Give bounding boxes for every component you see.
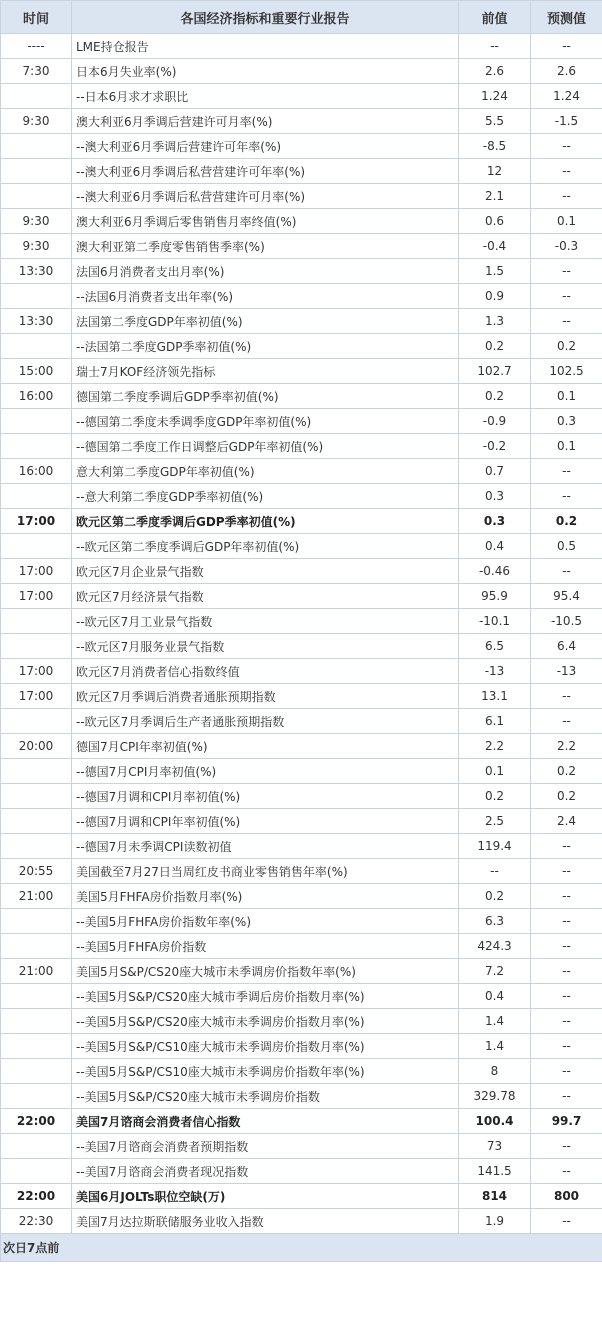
cell-time: [1, 84, 72, 109]
cell-previous: 102.7: [459, 359, 531, 384]
cell-time: [1, 1009, 72, 1034]
table-row: [1, 559, 602, 584]
cell-time: 21:00: [1, 959, 72, 984]
cell-forecast: --: [531, 834, 602, 859]
table-row: [1, 884, 602, 909]
cell-previous: 5.5: [459, 109, 531, 134]
table-row: [1, 1084, 602, 1109]
cell-forecast: --: [531, 559, 602, 584]
cell-indicator: --美国5月S&P/CS20座大城市未季调房价指数: [72, 1084, 459, 1109]
cell-time: [1, 184, 72, 209]
cell-forecast: 2.4: [531, 809, 602, 834]
cell-indicator: --欧元区7月季调后生产者通胀预期指数: [72, 709, 459, 734]
cell-forecast: --: [531, 34, 602, 59]
cell-time: 17:00: [1, 684, 72, 709]
table-row: [1, 759, 602, 784]
table-row: [1, 809, 602, 834]
table-row: [1, 734, 602, 759]
cell-time: [1, 1159, 72, 1184]
section-footer-row: [1, 1234, 602, 1262]
cell-time: 15:00: [1, 359, 72, 384]
table-row: [1, 1059, 602, 1084]
table-row: [1, 334, 602, 359]
cell-indicator: 欧元区7月季调后消费者通胀预期指数: [72, 684, 459, 709]
table-row: [1, 684, 602, 709]
cell-forecast: 0.1: [531, 434, 602, 459]
cell-time: 9:30: [1, 234, 72, 259]
cell-previous: 1.5: [459, 259, 531, 284]
cell-forecast: --: [531, 709, 602, 734]
table-row: [1, 234, 602, 259]
cell-indicator: --欧元区7月服务业景气指数: [72, 634, 459, 659]
table-row: [1, 434, 602, 459]
cell-time: 17:00: [1, 584, 72, 609]
cell-time: 13:30: [1, 309, 72, 334]
cell-time: [1, 159, 72, 184]
cell-time: [1, 609, 72, 634]
table-row: [1, 909, 602, 934]
cell-forecast: 2.2: [531, 734, 602, 759]
cell-indicator: --澳大利亚6月季调后私营营建许可年率(%): [72, 159, 459, 184]
cell-previous: 1.4: [459, 1009, 531, 1034]
table-row: [1, 159, 602, 184]
cell-previous: 0.1: [459, 759, 531, 784]
header-time: 时间: [1, 1, 72, 34]
cell-forecast: --: [531, 259, 602, 284]
cell-previous: 2.2: [459, 734, 531, 759]
cell-previous: 73: [459, 1134, 531, 1159]
cell-time: 16:00: [1, 384, 72, 409]
cell-time: 9:30: [1, 209, 72, 234]
cell-previous: 0.3: [459, 484, 531, 509]
cell-indicator: 瑞士7月KOF经济领先指标: [72, 359, 459, 384]
table-row: [1, 359, 602, 384]
cell-previous: 95.9: [459, 584, 531, 609]
cell-previous: -0.4: [459, 234, 531, 259]
cell-previous: 0.2: [459, 784, 531, 809]
cell-indicator: --美国7月谘商会消费者预期指数: [72, 1134, 459, 1159]
cell-previous: 2.6: [459, 59, 531, 84]
cell-previous: -0.46: [459, 559, 531, 584]
header-indicator: 各国经济指标和重要行业报告: [72, 1, 459, 34]
cell-forecast: 0.2: [531, 784, 602, 809]
cell-indicator: --德国第二季度未季调季度GDP年率初值(%): [72, 409, 459, 434]
cell-previous: 1.4: [459, 1034, 531, 1059]
cell-forecast: --: [531, 1209, 602, 1234]
cell-previous: 8: [459, 1059, 531, 1084]
cell-time: 7:30: [1, 59, 72, 84]
cell-time: 21:00: [1, 884, 72, 909]
table-row: [1, 1109, 602, 1134]
table-row: [1, 984, 602, 1009]
cell-indicator: --德国7月CPI月率初值(%): [72, 759, 459, 784]
cell-previous: 329.78: [459, 1084, 531, 1109]
cell-time: [1, 834, 72, 859]
cell-previous: 1.24: [459, 84, 531, 109]
table-row: [1, 609, 602, 634]
table-row: [1, 484, 602, 509]
table-row: [1, 709, 602, 734]
cell-forecast: --: [531, 934, 602, 959]
cell-time: 22:00: [1, 1109, 72, 1134]
cell-indicator: 美国6月JOLTs职位空缺(万): [72, 1184, 459, 1209]
table-row: [1, 134, 602, 159]
cell-previous: -10.1: [459, 609, 531, 634]
cell-forecast: --: [531, 1134, 602, 1159]
table-row: [1, 584, 602, 609]
cell-indicator: --美国5月S&P/CS20座大城市未季调房价指数月率(%): [72, 1009, 459, 1034]
cell-forecast: 0.2: [531, 509, 602, 534]
cell-indicator: 美国5月FHFA房价指数月率(%): [72, 884, 459, 909]
cell-forecast: --: [531, 1084, 602, 1109]
cell-previous: 6.1: [459, 709, 531, 734]
cell-indicator: 澳大利亚6月季调后营建许可月率(%): [72, 109, 459, 134]
cell-indicator: --法国6月消费者支出年率(%): [72, 284, 459, 309]
cell-forecast: --: [531, 1034, 602, 1059]
cell-indicator: --欧元区7月工业景气指数: [72, 609, 459, 634]
table-row: [1, 509, 602, 534]
cell-previous: 0.9: [459, 284, 531, 309]
cell-forecast: --: [531, 909, 602, 934]
table-row: [1, 284, 602, 309]
cell-indicator: --美国5月S&P/CS20座大城市季调后房价指数月率(%): [72, 984, 459, 1009]
cell-previous: 0.7: [459, 459, 531, 484]
cell-previous: 7.2: [459, 959, 531, 984]
cell-forecast: 0.5: [531, 534, 602, 559]
cell-time: [1, 284, 72, 309]
cell-forecast: -0.3: [531, 234, 602, 259]
cell-forecast: -1.5: [531, 109, 602, 134]
cell-forecast: 0.1: [531, 384, 602, 409]
cell-forecast: --: [531, 284, 602, 309]
cell-time: [1, 409, 72, 434]
table-row: [1, 109, 602, 134]
table-row: [1, 309, 602, 334]
table-row: [1, 84, 602, 109]
table-row: [1, 184, 602, 209]
cell-forecast: --: [531, 684, 602, 709]
cell-time: [1, 534, 72, 559]
table-header-row: [1, 1, 602, 34]
table-row: [1, 959, 602, 984]
cell-forecast: 2.6: [531, 59, 602, 84]
cell-time: ----: [1, 34, 72, 59]
table-row: [1, 409, 602, 434]
table-row: [1, 659, 602, 684]
table-row: [1, 1134, 602, 1159]
table-row: [1, 1209, 602, 1234]
cell-indicator: 日本6月失业率(%): [72, 59, 459, 84]
cell-time: 9:30: [1, 109, 72, 134]
cell-indicator: 澳大利亚第二季度零售销售季率(%): [72, 234, 459, 259]
cell-previous: 0.6: [459, 209, 531, 234]
cell-time: 22:30: [1, 1209, 72, 1234]
cell-previous: 0.2: [459, 884, 531, 909]
cell-forecast: --: [531, 484, 602, 509]
cell-previous: 0.3: [459, 509, 531, 534]
cell-indicator: 欧元区第二季度季调后GDP季率初值(%): [72, 509, 459, 534]
cell-forecast: -10.5: [531, 609, 602, 634]
cell-forecast: 6.4: [531, 634, 602, 659]
cell-indicator: 意大利第二季度GDP年率初值(%): [72, 459, 459, 484]
cell-indicator: --澳大利亚6月季调后营建许可年率(%): [72, 134, 459, 159]
header-forecast: 预测值: [531, 1, 602, 34]
cell-forecast: --: [531, 884, 602, 909]
cell-time: 17:00: [1, 659, 72, 684]
cell-indicator: --欧元区第二季度季调后GDP年率初值(%): [72, 534, 459, 559]
cell-indicator: --澳大利亚6月季调后私营营建许可月率(%): [72, 184, 459, 209]
table-row: [1, 784, 602, 809]
cell-previous: 0.4: [459, 984, 531, 1009]
cell-previous: 2.5: [459, 809, 531, 834]
cell-previous: 13.1: [459, 684, 531, 709]
cell-previous: 424.3: [459, 934, 531, 959]
table-row: [1, 634, 602, 659]
table-row: [1, 834, 602, 859]
cell-previous: 100.4: [459, 1109, 531, 1134]
cell-indicator: --意大利第二季度GDP季率初值(%): [72, 484, 459, 509]
cell-time: [1, 634, 72, 659]
cell-previous: 119.4: [459, 834, 531, 859]
cell-previous: 1.9: [459, 1209, 531, 1234]
cell-time: 20:55: [1, 859, 72, 884]
cell-forecast: --: [531, 309, 602, 334]
cell-forecast: 1.24: [531, 84, 602, 109]
cell-forecast: -13: [531, 659, 602, 684]
table-row: [1, 209, 602, 234]
cell-indicator: --日本6月求才求职比: [72, 84, 459, 109]
cell-forecast: --: [531, 184, 602, 209]
table-row: [1, 1184, 602, 1209]
cell-time: 17:00: [1, 559, 72, 584]
cell-indicator: --美国5月S&P/CS10座大城市未季调房价指数年率(%): [72, 1059, 459, 1084]
cell-time: [1, 1084, 72, 1109]
cell-previous: 141.5: [459, 1159, 531, 1184]
cell-previous: -13: [459, 659, 531, 684]
table-row: [1, 859, 602, 884]
cell-forecast: 0.3: [531, 409, 602, 434]
cell-indicator: --德国7月调和CPI年率初值(%): [72, 809, 459, 834]
cell-forecast: 0.1: [531, 209, 602, 234]
cell-previous: 0.2: [459, 384, 531, 409]
cell-indicator: 德国第二季度季调后GDP季率初值(%): [72, 384, 459, 409]
cell-indicator: 法国第二季度GDP年率初值(%): [72, 309, 459, 334]
cell-indicator: 法国6月消费者支出月率(%): [72, 259, 459, 284]
table-row: [1, 259, 602, 284]
cell-time: [1, 984, 72, 1009]
cell-time: [1, 784, 72, 809]
cell-indicator: --美国5月FHFA房价指数: [72, 934, 459, 959]
header-previous: 前值: [459, 1, 531, 34]
table-row: [1, 934, 602, 959]
cell-indicator: 美国截至7月27日当周红皮书商业零售销售年率(%): [72, 859, 459, 884]
cell-time: [1, 909, 72, 934]
table-row: [1, 1009, 602, 1034]
cell-time: 20:00: [1, 734, 72, 759]
cell-indicator: --德国第二季度工作日调整后GDP年率初值(%): [72, 434, 459, 459]
cell-time: 22:00: [1, 1184, 72, 1209]
table-row: [1, 459, 602, 484]
cell-time: 13:30: [1, 259, 72, 284]
cell-indicator: --美国5月S&P/CS10座大城市未季调房价指数月率(%): [72, 1034, 459, 1059]
cell-forecast: --: [531, 1059, 602, 1084]
cell-time: [1, 1134, 72, 1159]
cell-indicator: --法国第二季度GDP季率初值(%): [72, 334, 459, 359]
cell-forecast: --: [531, 159, 602, 184]
cell-previous: 0.4: [459, 534, 531, 559]
cell-time: [1, 1034, 72, 1059]
cell-indicator: 欧元区7月企业景气指数: [72, 559, 459, 584]
cell-time: 17:00: [1, 509, 72, 534]
cell-indicator: 澳大利亚6月季调后零售销售月率终值(%): [72, 209, 459, 234]
cell-indicator: --德国7月未季调CPI读数初值: [72, 834, 459, 859]
cell-forecast: --: [531, 959, 602, 984]
cell-time: [1, 759, 72, 784]
table-row: [1, 34, 602, 59]
cell-indicator: 美国7月达拉斯联储服务业收入指数: [72, 1209, 459, 1234]
cell-forecast: --: [531, 1159, 602, 1184]
cell-forecast: 800: [531, 1184, 602, 1209]
cell-time: [1, 334, 72, 359]
cell-indicator: 德国7月CPI年率初值(%): [72, 734, 459, 759]
cell-previous: 814: [459, 1184, 531, 1209]
cell-time: [1, 484, 72, 509]
cell-forecast: 0.2: [531, 759, 602, 784]
cell-previous: 6.3: [459, 909, 531, 934]
cell-previous: -8.5: [459, 134, 531, 159]
cell-previous: --: [459, 859, 531, 884]
cell-time: [1, 809, 72, 834]
cell-previous: 6.5: [459, 634, 531, 659]
cell-forecast: 99.7: [531, 1109, 602, 1134]
cell-time: [1, 134, 72, 159]
cell-indicator: LME持仓报告: [72, 34, 459, 59]
cell-indicator: --美国7月谘商会消费者现况指数: [72, 1159, 459, 1184]
cell-forecast: --: [531, 459, 602, 484]
cell-forecast: --: [531, 1009, 602, 1034]
cell-forecast: 95.4: [531, 584, 602, 609]
table-row: [1, 1034, 602, 1059]
cell-indicator: 美国7月谘商会消费者信心指数: [72, 1109, 459, 1134]
cell-previous: 12: [459, 159, 531, 184]
cell-time: [1, 709, 72, 734]
cell-indicator: 欧元区7月消费者信心指数终值: [72, 659, 459, 684]
table-row: [1, 1159, 602, 1184]
cell-forecast: --: [531, 984, 602, 1009]
cell-indicator: 美国5月S&P/CS20座大城市未季调房价指数年率(%): [72, 959, 459, 984]
cell-previous: -0.9: [459, 409, 531, 434]
cell-forecast: 102.5: [531, 359, 602, 384]
cell-forecast: 0.2: [531, 334, 602, 359]
cell-time: [1, 434, 72, 459]
cell-indicator: --德国7月调和CPI月率初值(%): [72, 784, 459, 809]
cell-previous: 0.2: [459, 334, 531, 359]
cell-forecast: --: [531, 859, 602, 884]
section-label: 次日7点前: [1, 1234, 602, 1262]
cell-indicator: 欧元区7月经济景气指数: [72, 584, 459, 609]
cell-time: 16:00: [1, 459, 72, 484]
table-body: [1, 34, 602, 1234]
cell-previous: --: [459, 34, 531, 59]
cell-indicator: --美国5月FHFA房价指数年率(%): [72, 909, 459, 934]
table-row: [1, 534, 602, 559]
table-row: [1, 384, 602, 409]
table-row: [1, 59, 602, 84]
cell-time: [1, 934, 72, 959]
cell-previous: 2.1: [459, 184, 531, 209]
cell-previous: 1.3: [459, 309, 531, 334]
cell-forecast: --: [531, 134, 602, 159]
cell-time: [1, 1059, 72, 1084]
cell-previous: -0.2: [459, 434, 531, 459]
